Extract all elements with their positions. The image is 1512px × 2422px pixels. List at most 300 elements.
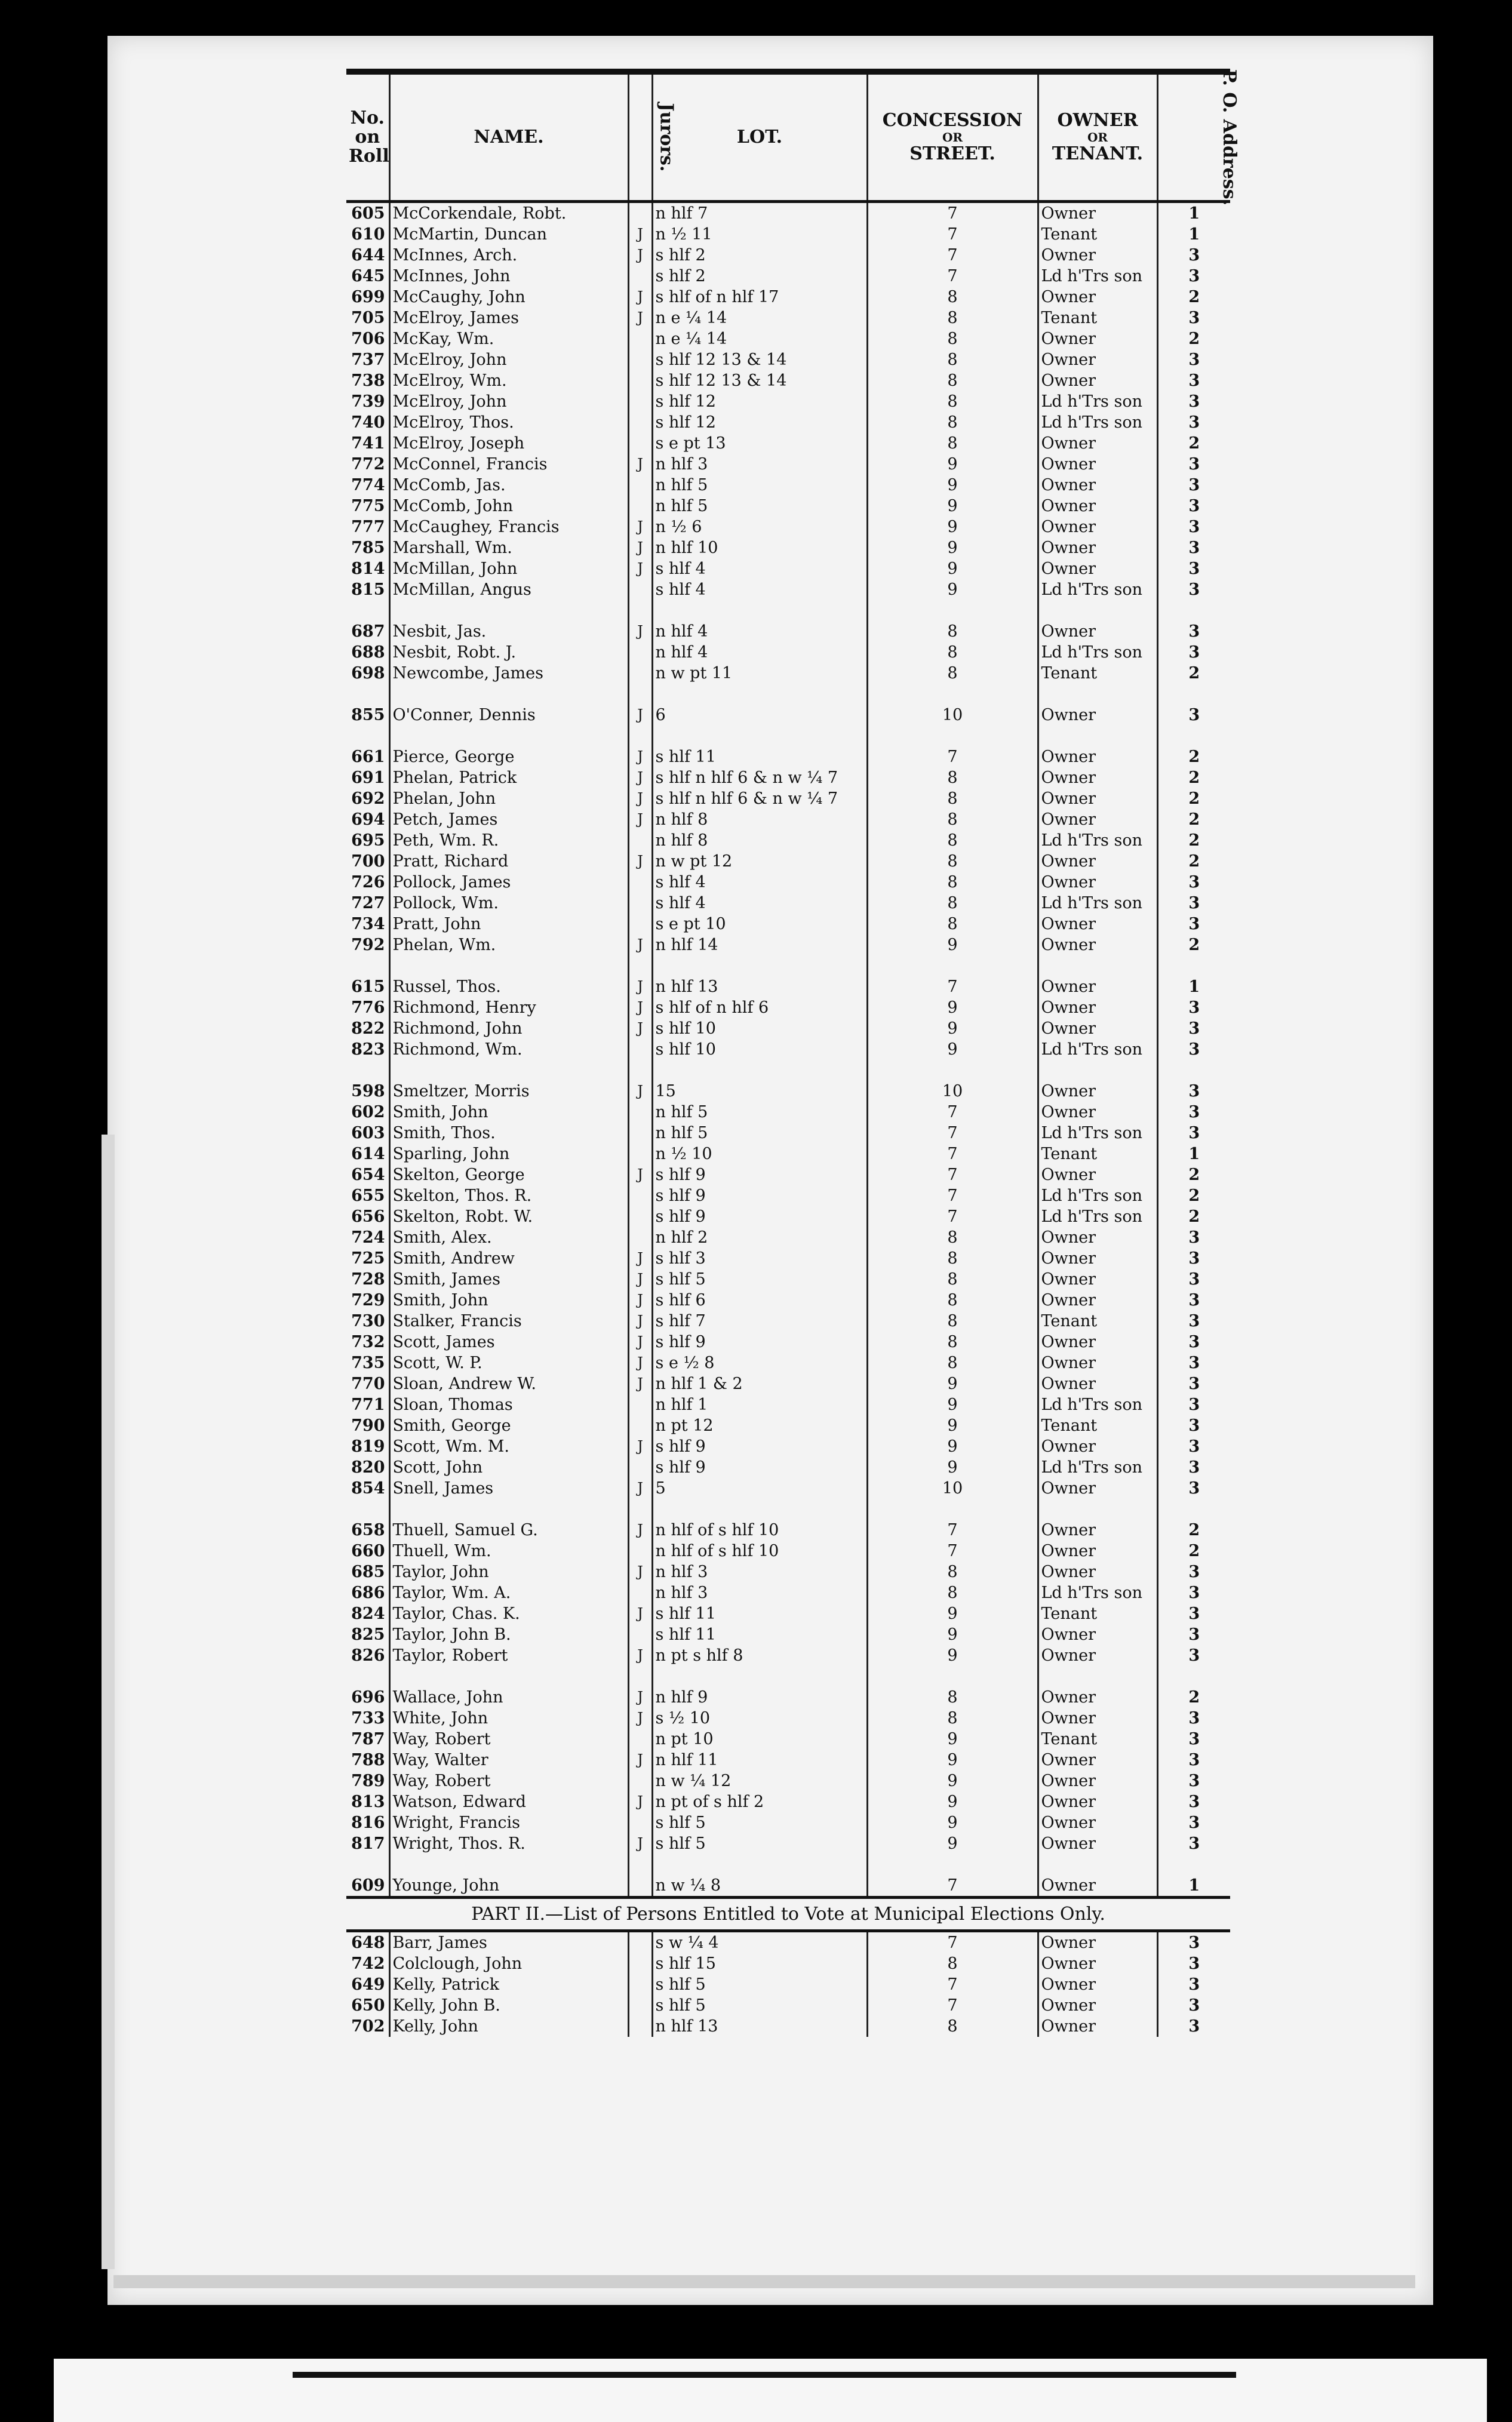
po-address: 3: [1188, 1954, 1200, 1973]
voter-name: McElroy, John: [389, 391, 628, 412]
concession-number: 7: [867, 1520, 1038, 1541]
concession-number: 7: [867, 976, 1038, 997]
lot-description: n pt 12: [652, 1415, 867, 1436]
roll-number: 705: [346, 308, 389, 328]
po-address: 3: [1188, 1646, 1200, 1665]
lot-description: 15: [652, 1081, 867, 1102]
concession-number: 9: [867, 1645, 1038, 1666]
gap-cell: [1157, 684, 1230, 705]
table-row: [346, 517, 1230, 537]
lot-description: n hlf 3: [652, 454, 867, 475]
concession-number: 7: [867, 245, 1038, 266]
gap-cell: [652, 1854, 867, 1875]
voter-name: Thuell, Wm.: [389, 1541, 628, 1562]
voter-name: Taylor, John: [389, 1562, 628, 1582]
voter-name: Way, Robert: [389, 1771, 628, 1791]
roll-number: 823: [346, 1039, 389, 1060]
owner-or-tenant: Owner: [1038, 517, 1157, 537]
concession-number: 8: [867, 1687, 1038, 1708]
po-address: 3: [1188, 1584, 1200, 1602]
voter-name: Phelan, Patrick: [389, 767, 628, 788]
table-row: [346, 1932, 1230, 1953]
owner-or-tenant: Owner: [1038, 2016, 1157, 2037]
gap-cell: [652, 1666, 867, 1687]
lot-description: n ½ 10: [652, 1144, 867, 1164]
po-address: 3: [1188, 1563, 1200, 1581]
owner-or-tenant: Owner: [1038, 1520, 1157, 1541]
lot-description: s hlf 15: [652, 1953, 867, 1974]
concession-number: 8: [867, 809, 1038, 830]
juror-mark: [628, 642, 652, 663]
gap-cell: [1038, 1060, 1157, 1081]
po-address: 3: [1188, 309, 1200, 327]
table-row: [346, 830, 1230, 851]
table-row: [346, 1603, 1230, 1624]
po-address: 3: [1188, 1751, 1200, 1769]
lot-description: s hlf 12 13 & 14: [652, 349, 867, 370]
voters-list: [334, 69, 1240, 2037]
table-row: [346, 1394, 1230, 1415]
concession-number: 7: [867, 1123, 1038, 1144]
owner-or-tenant: Ld h'Trs son: [1038, 391, 1157, 412]
roll-number: 694: [346, 809, 389, 830]
juror-mark: [628, 1415, 652, 1436]
voter-name: McCaughey, Francis: [389, 517, 628, 537]
po-address: 3: [1188, 392, 1200, 411]
section-gap: [346, 600, 1230, 621]
concession-number: 7: [867, 746, 1038, 767]
owner-or-tenant: Owner: [1038, 1227, 1157, 1248]
po-address: 3: [1188, 351, 1200, 369]
po-address: 3: [1188, 246, 1200, 265]
owner-or-tenant: Ld h'Trs son: [1038, 266, 1157, 287]
owner-or-tenant: Owner: [1038, 935, 1157, 955]
table-row: [346, 1185, 1230, 1206]
juror-mark: J: [628, 1081, 652, 1102]
voter-name: McElroy, Joseph: [389, 433, 628, 454]
juror-mark: J: [628, 454, 652, 475]
table-row: [346, 1415, 1230, 1436]
owner-or-tenant: Owner: [1038, 1771, 1157, 1791]
section-gap: [346, 1666, 1230, 1687]
lot-description: s hlf of n hlf 6: [652, 997, 867, 1018]
gap-cell: [628, 600, 652, 621]
juror-mark: J: [628, 1562, 652, 1582]
owner-or-tenant: Owner: [1038, 1478, 1157, 1499]
roll-number: 695: [346, 830, 389, 851]
gap-cell: [1038, 726, 1157, 746]
gap-cell: [389, 600, 628, 621]
table-row: [346, 1164, 1230, 1185]
lot-description: s hlf 11: [652, 1624, 867, 1645]
juror-mark: [628, 433, 652, 454]
po-address: 3: [1188, 1479, 1200, 1498]
part1-body: [346, 202, 1230, 1897]
lot-description: 6: [652, 705, 867, 726]
gap-cell: [867, 1060, 1038, 1081]
roll-number: 726: [346, 872, 389, 893]
roll-number: 788: [346, 1750, 389, 1771]
juror-mark: [628, 1624, 652, 1645]
gap-cell: [867, 726, 1038, 746]
po-address: 2: [1188, 936, 1200, 954]
owner-or-tenant: Owner: [1038, 1248, 1157, 1269]
table-row: [346, 433, 1230, 454]
owner-or-tenant: Owner: [1038, 1102, 1157, 1123]
voter-name: Richmond, Henry: [389, 997, 628, 1018]
owner-or-tenant: Owner: [1038, 1290, 1157, 1311]
voter-name: McCaughy, John: [389, 287, 628, 308]
owner-or-tenant: Owner: [1038, 1624, 1157, 1645]
voter-name: Marshall, Wm.: [389, 537, 628, 558]
juror-mark: J: [628, 287, 652, 308]
owner-or-tenant: Tenant: [1038, 663, 1157, 684]
table-row: [346, 496, 1230, 517]
voter-name: Scott, Wm. M.: [389, 1436, 628, 1457]
po-address: 3: [1188, 371, 1200, 390]
voter-name: Peth, Wm. R.: [389, 830, 628, 851]
juror-mark: [628, 579, 652, 600]
concession-number: 8: [867, 1248, 1038, 1269]
voter-name: McComb, Jas.: [389, 475, 628, 496]
juror-mark: J: [628, 705, 652, 726]
concession-number: 9: [867, 1750, 1038, 1771]
roll-number: 790: [346, 1415, 389, 1436]
concession-number: 9: [867, 558, 1038, 579]
gap-cell: [652, 1060, 867, 1081]
concession-number: 7: [867, 1995, 1038, 2016]
po-address: 3: [1188, 1730, 1200, 1748]
roll-number: 772: [346, 454, 389, 475]
table-row: [346, 558, 1230, 579]
table-row: [346, 893, 1230, 914]
voter-name: McElroy, Thos.: [389, 412, 628, 433]
table-row: [346, 914, 1230, 935]
roll-number: 691: [346, 767, 389, 788]
roll-number: 774: [346, 475, 389, 496]
table-row: [346, 1645, 1230, 1666]
table-row: [346, 1018, 1230, 1039]
owner-or-tenant: Owner: [1038, 1687, 1157, 1708]
roll-number: 771: [346, 1394, 389, 1415]
part2-heading: PART II.—List of Persons Entitled to Vote at Municipal Elections Only.: [346, 1896, 1230, 1932]
po-address: 3: [1188, 267, 1200, 285]
table-row: [346, 308, 1230, 328]
lot-description: n e ¼ 14: [652, 308, 867, 328]
roll-number: 706: [346, 328, 389, 349]
roll-number: 825: [346, 1624, 389, 1645]
juror-mark: J: [628, 1645, 652, 1666]
juror-mark: [628, 1144, 652, 1164]
voter-name: McMillan, Angus: [389, 579, 628, 600]
po-address: 1: [1188, 1145, 1200, 1163]
gap-cell: [1038, 1499, 1157, 1520]
juror-mark: J: [628, 1353, 652, 1373]
owner-or-tenant: Ld h'Trs son: [1038, 830, 1157, 851]
roll-number: 816: [346, 1812, 389, 1833]
juror-mark: [628, 496, 652, 517]
po-address: 3: [1188, 1814, 1200, 1832]
juror-mark: J: [628, 1478, 652, 1499]
table-row: [346, 1269, 1230, 1290]
section-gap: [346, 1854, 1230, 1875]
gap-cell: [1157, 1854, 1230, 1875]
juror-mark: [628, 370, 652, 391]
po-address: 3: [1188, 1354, 1200, 1372]
roll-number: 727: [346, 893, 389, 914]
lot-description: n pt 10: [652, 1729, 867, 1750]
roll-number: 820: [346, 1457, 389, 1478]
table-row: [346, 746, 1230, 767]
po-address: 3: [1188, 1040, 1200, 1059]
concession-number: 8: [867, 893, 1038, 914]
table-row: [346, 1520, 1230, 1541]
voter-name: Wright, Thos. R.: [389, 1833, 628, 1854]
roll-number: 741: [346, 433, 389, 454]
owner-or-tenant: Owner: [1038, 1953, 1157, 1974]
voter-name: Newcombe, James: [389, 663, 628, 684]
owner-or-tenant: Owner: [1038, 349, 1157, 370]
concession-number: 9: [867, 1833, 1038, 1854]
po-address: 3: [1188, 1124, 1200, 1142]
roll-number: 728: [346, 1269, 389, 1290]
header-row: [346, 75, 1230, 202]
roll-number: 740: [346, 412, 389, 433]
roll-number: 729: [346, 1290, 389, 1311]
lot-description: n hlf 11: [652, 1750, 867, 1771]
voter-name: Barr, James: [389, 1932, 628, 1953]
gap-cell: [867, 600, 1038, 621]
lot-description: n w pt 11: [652, 663, 867, 684]
po-address: 3: [1188, 1291, 1200, 1310]
juror-mark: J: [628, 1164, 652, 1185]
voter-name: Richmond, Wm.: [389, 1039, 628, 1060]
concession-number: 9: [867, 1603, 1038, 1624]
voter-name: Kelly, John B.: [389, 1995, 628, 2016]
juror-mark: J: [628, 558, 652, 579]
concession-number: 8: [867, 1582, 1038, 1603]
voter-name: Phelan, Wm.: [389, 935, 628, 955]
lot-description: s hlf 4: [652, 872, 867, 893]
roll-number: 775: [346, 496, 389, 517]
voter-name: Scott, John: [389, 1457, 628, 1478]
po-address: 2: [1188, 1166, 1200, 1184]
lot-description: s hlf 11: [652, 746, 867, 767]
juror-mark: J: [628, 537, 652, 558]
lot-description: n w pt 12: [652, 851, 867, 872]
concession-number: 8: [867, 1227, 1038, 1248]
lot-description: s hlf 12: [652, 391, 867, 412]
gap-cell: [389, 1666, 628, 1687]
po-address: 3: [1188, 560, 1200, 578]
roll-number: 732: [346, 1332, 389, 1353]
lot-description: s hlf 12 13 & 14: [652, 370, 867, 391]
owner-or-tenant: Owner: [1038, 1645, 1157, 1666]
juror-mark: [628, 1812, 652, 1833]
lot-description: n hlf of s hlf 10: [652, 1520, 867, 1541]
roll-number: 734: [346, 914, 389, 935]
lot-description: s hlf 4: [652, 579, 867, 600]
lot-description: n w ¼ 8: [652, 1875, 867, 1896]
juror-mark: [628, 1995, 652, 2016]
voter-name: Pollock, James: [389, 872, 628, 893]
juror-mark: [628, 830, 652, 851]
juror-mark: J: [628, 1520, 652, 1541]
owner-or-tenant: Owner: [1038, 1081, 1157, 1102]
concession-number: 7: [867, 1875, 1038, 1896]
po-address: 3: [1188, 1834, 1200, 1853]
concession-number: 9: [867, 997, 1038, 1018]
gap-cell: [346, 684, 389, 705]
concession-number: 7: [867, 1144, 1038, 1164]
table-row: [346, 579, 1230, 600]
roll-number: 645: [346, 266, 389, 287]
owner-or-tenant: Owner: [1038, 976, 1157, 997]
table-row: [346, 1953, 1230, 1974]
juror-mark: J: [628, 1833, 652, 1854]
concession-number: 9: [867, 1394, 1038, 1415]
roll-number: 815: [346, 579, 389, 600]
table-row: [346, 1248, 1230, 1269]
juror-mark: [628, 872, 652, 893]
col-header-jurors: Jurors.: [628, 75, 652, 202]
roll-number: 742: [346, 1953, 389, 1974]
owner-or-tenant: Owner: [1038, 1436, 1157, 1457]
roll-number: 854: [346, 1478, 389, 1499]
owner-or-tenant: Ld h'Trs son: [1038, 1457, 1157, 1478]
juror-mark: J: [628, 308, 652, 328]
next-page-strip: [54, 2359, 1487, 2422]
roll-number: 730: [346, 1311, 389, 1332]
voter-name: White, John: [389, 1708, 628, 1729]
concession-number: 8: [867, 433, 1038, 454]
table-row: [346, 1582, 1230, 1603]
table-row: [346, 454, 1230, 475]
lot-description: s hlf 5: [652, 1833, 867, 1854]
voter-name: McCorkendale, Robt.: [389, 202, 628, 225]
po-address: 1: [1188, 204, 1200, 223]
po-address: 2: [1188, 664, 1200, 683]
owner-or-tenant: Owner: [1038, 370, 1157, 391]
gap-cell: [346, 726, 389, 746]
po-address: 3: [1188, 2017, 1200, 2036]
gap-cell: [1157, 1060, 1230, 1081]
lot-description: s hlf 9: [652, 1457, 867, 1478]
po-address: 3: [1188, 1312, 1200, 1330]
voter-name: Thuell, Samuel G.: [389, 1520, 628, 1541]
voter-name: McKay, Wm.: [389, 328, 628, 349]
lot-description: n hlf of s hlf 10: [652, 1541, 867, 1562]
table-row: [346, 391, 1230, 412]
lot-description: s hlf 2: [652, 266, 867, 287]
voter-name: Sparling, John: [389, 1144, 628, 1164]
po-address: 3: [1188, 1934, 1200, 1952]
roll-number: 685: [346, 1562, 389, 1582]
gap-cell: [628, 1060, 652, 1081]
lot-description: n hlf 9: [652, 1687, 867, 1708]
roll-number: 789: [346, 1771, 389, 1791]
owner-or-tenant: Owner: [1038, 558, 1157, 579]
voter-name: Nesbit, Robt. J.: [389, 642, 628, 663]
concession-number: 8: [867, 914, 1038, 935]
voter-name: Smith, James: [389, 1269, 628, 1290]
concession-number: 7: [867, 1164, 1038, 1185]
juror-mark: J: [628, 976, 652, 997]
lot-description: n hlf 3: [652, 1562, 867, 1582]
roll-number: 644: [346, 245, 389, 266]
roll-number: 605: [346, 202, 389, 225]
voter-name: Petch, James: [389, 809, 628, 830]
roll-number: 696: [346, 1687, 389, 1708]
po-address: 3: [1188, 894, 1200, 912]
table-row: [346, 412, 1230, 433]
roll-number: 655: [346, 1185, 389, 1206]
roll-number: 819: [346, 1436, 389, 1457]
voter-name: Younge, John: [389, 1875, 628, 1896]
roll-number: 792: [346, 935, 389, 955]
concession-number: 9: [867, 517, 1038, 537]
lot-description: s hlf 6: [652, 1290, 867, 1311]
owner-or-tenant: Owner: [1038, 1750, 1157, 1771]
voter-name: Sloan, Thomas: [389, 1394, 628, 1415]
juror-mark: [628, 1932, 652, 1953]
roll-number: 654: [346, 1164, 389, 1185]
table-row: [346, 767, 1230, 788]
po-address: 1: [1188, 225, 1200, 244]
table-row: [346, 1708, 1230, 1729]
lot-description: s e pt 10: [652, 914, 867, 935]
owner-or-tenant: Owner: [1038, 1974, 1157, 1995]
juror-mark: [628, 893, 652, 914]
po-address: 3: [1188, 1605, 1200, 1623]
concession-number: 9: [867, 475, 1038, 496]
po-address: 3: [1188, 497, 1200, 515]
po-address: 2: [1188, 831, 1200, 850]
gap-cell: [346, 1499, 389, 1520]
po-address: 3: [1188, 1249, 1200, 1268]
owner-or-tenant: Owner: [1038, 245, 1157, 266]
po-address: 3: [1188, 1228, 1200, 1247]
voter-name: Russel, Thos.: [389, 976, 628, 997]
po-address: 1: [1188, 1876, 1200, 1895]
owner-or-tenant: Owner: [1038, 1995, 1157, 2016]
table-row: [346, 1144, 1230, 1164]
voter-name: McElroy, James: [389, 308, 628, 328]
concession-number: 9: [867, 1812, 1038, 1833]
owner-or-tenant: Owner: [1038, 705, 1157, 726]
owner-or-tenant: Tenant: [1038, 224, 1157, 245]
juror-mark: [628, 2016, 652, 2037]
table-row: [346, 1290, 1230, 1311]
lot-description: s hlf n hlf 6 & n w ¼ 7: [652, 767, 867, 788]
table-row: [346, 1624, 1230, 1645]
juror-mark: J: [628, 621, 652, 642]
gap-cell: [1038, 684, 1157, 705]
juror-mark: J: [628, 1708, 652, 1729]
po-address: 3: [1188, 706, 1200, 724]
juror-mark: [628, 266, 652, 287]
lot-description: n hlf 8: [652, 809, 867, 830]
concession-number: 9: [867, 1436, 1038, 1457]
concession-number: 8: [867, 1562, 1038, 1582]
juror-mark: J: [628, 788, 652, 809]
gap-cell: [652, 600, 867, 621]
roll-number: 656: [346, 1206, 389, 1227]
juror-mark: J: [628, 517, 652, 537]
juror-mark: [628, 1582, 652, 1603]
gap-cell: [867, 684, 1038, 705]
owner-or-tenant: Ld h'Trs son: [1038, 1039, 1157, 1060]
